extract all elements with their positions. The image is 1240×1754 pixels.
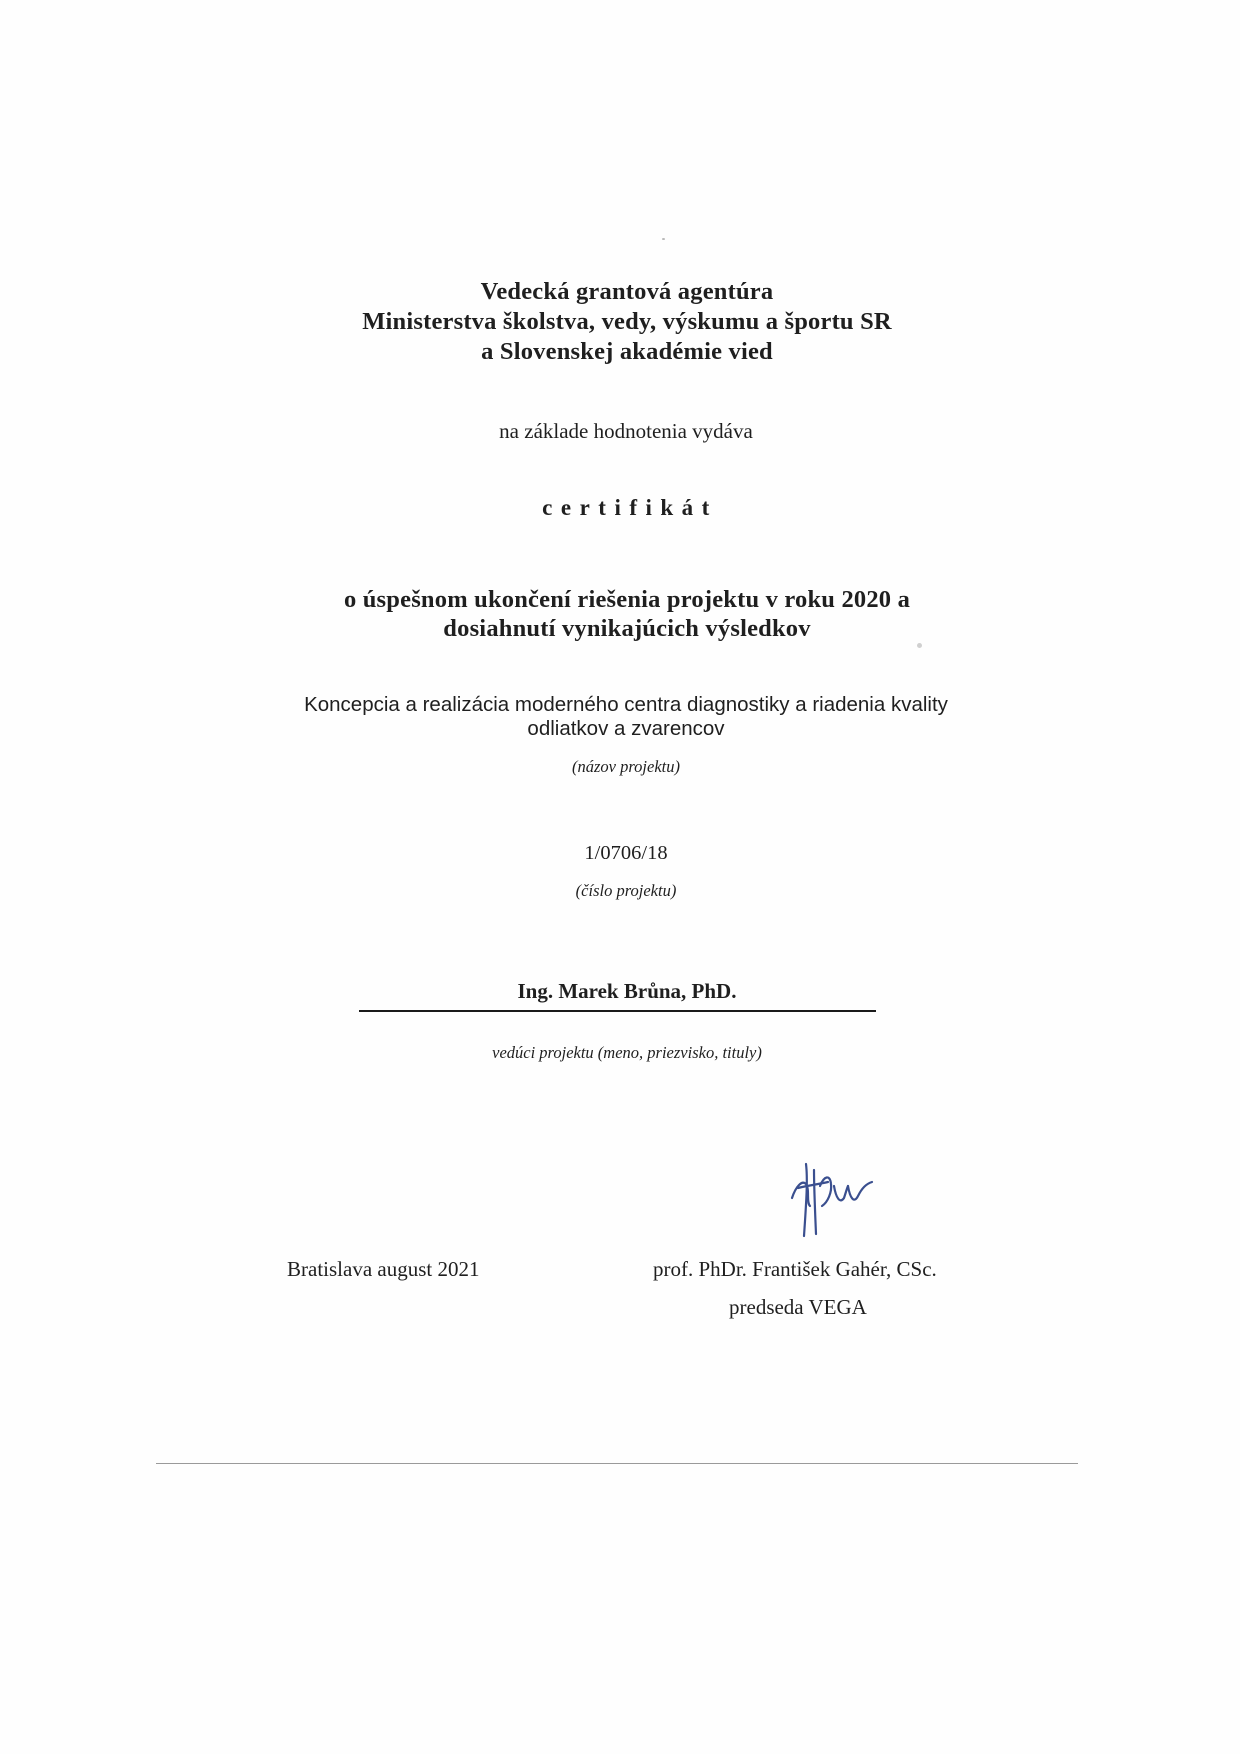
agency-name-line-3: a Slovenskej akadémie vied	[481, 338, 773, 365]
project-leader-name: Ing. Marek Brůna, PhD.	[517, 979, 737, 1003]
certificate-heading: certifikát	[542, 495, 718, 520]
project-number-caption: (číslo projektu)	[575, 881, 677, 900]
subject-line-2: dosiahnutí vynikajúcich výsledkov	[443, 615, 811, 642]
signature-line	[359, 1010, 876, 1012]
project-title-caption: (názov projektu)	[572, 757, 680, 776]
issues-statement: na základe hodnotenia vydáva	[499, 419, 753, 443]
agency-name-line-1: Vedecká grantová agentúra	[480, 278, 774, 305]
project-title-line-2: odliatkov a zvarencov	[527, 717, 725, 740]
project-number: 1/0706/18	[584, 842, 668, 864]
agency-name-line-2: Ministerstva školstva, vedy, výskumu a športu SR	[362, 308, 892, 335]
project-leader-caption: vedúci projektu (meno, priezvisko, tituly)	[492, 1043, 762, 1062]
handwritten-signature	[784, 1158, 904, 1248]
signatory-name: prof. PhDr. František Gahér, CSc.	[653, 1257, 937, 1281]
subject-line-1: o úspešnom ukončení riešenia projektu v roku 2020 a	[343, 586, 911, 613]
place-and-date: Bratislava august 2021	[287, 1257, 480, 1281]
scan-speck	[662, 238, 665, 240]
project-title-line-1: Koncepcia a realizácia moderného centra diagnostiky a riadenia kvality	[304, 693, 948, 716]
signatory-role: predseda VEGA	[729, 1295, 867, 1319]
page-bottom-rule	[156, 1463, 1078, 1464]
